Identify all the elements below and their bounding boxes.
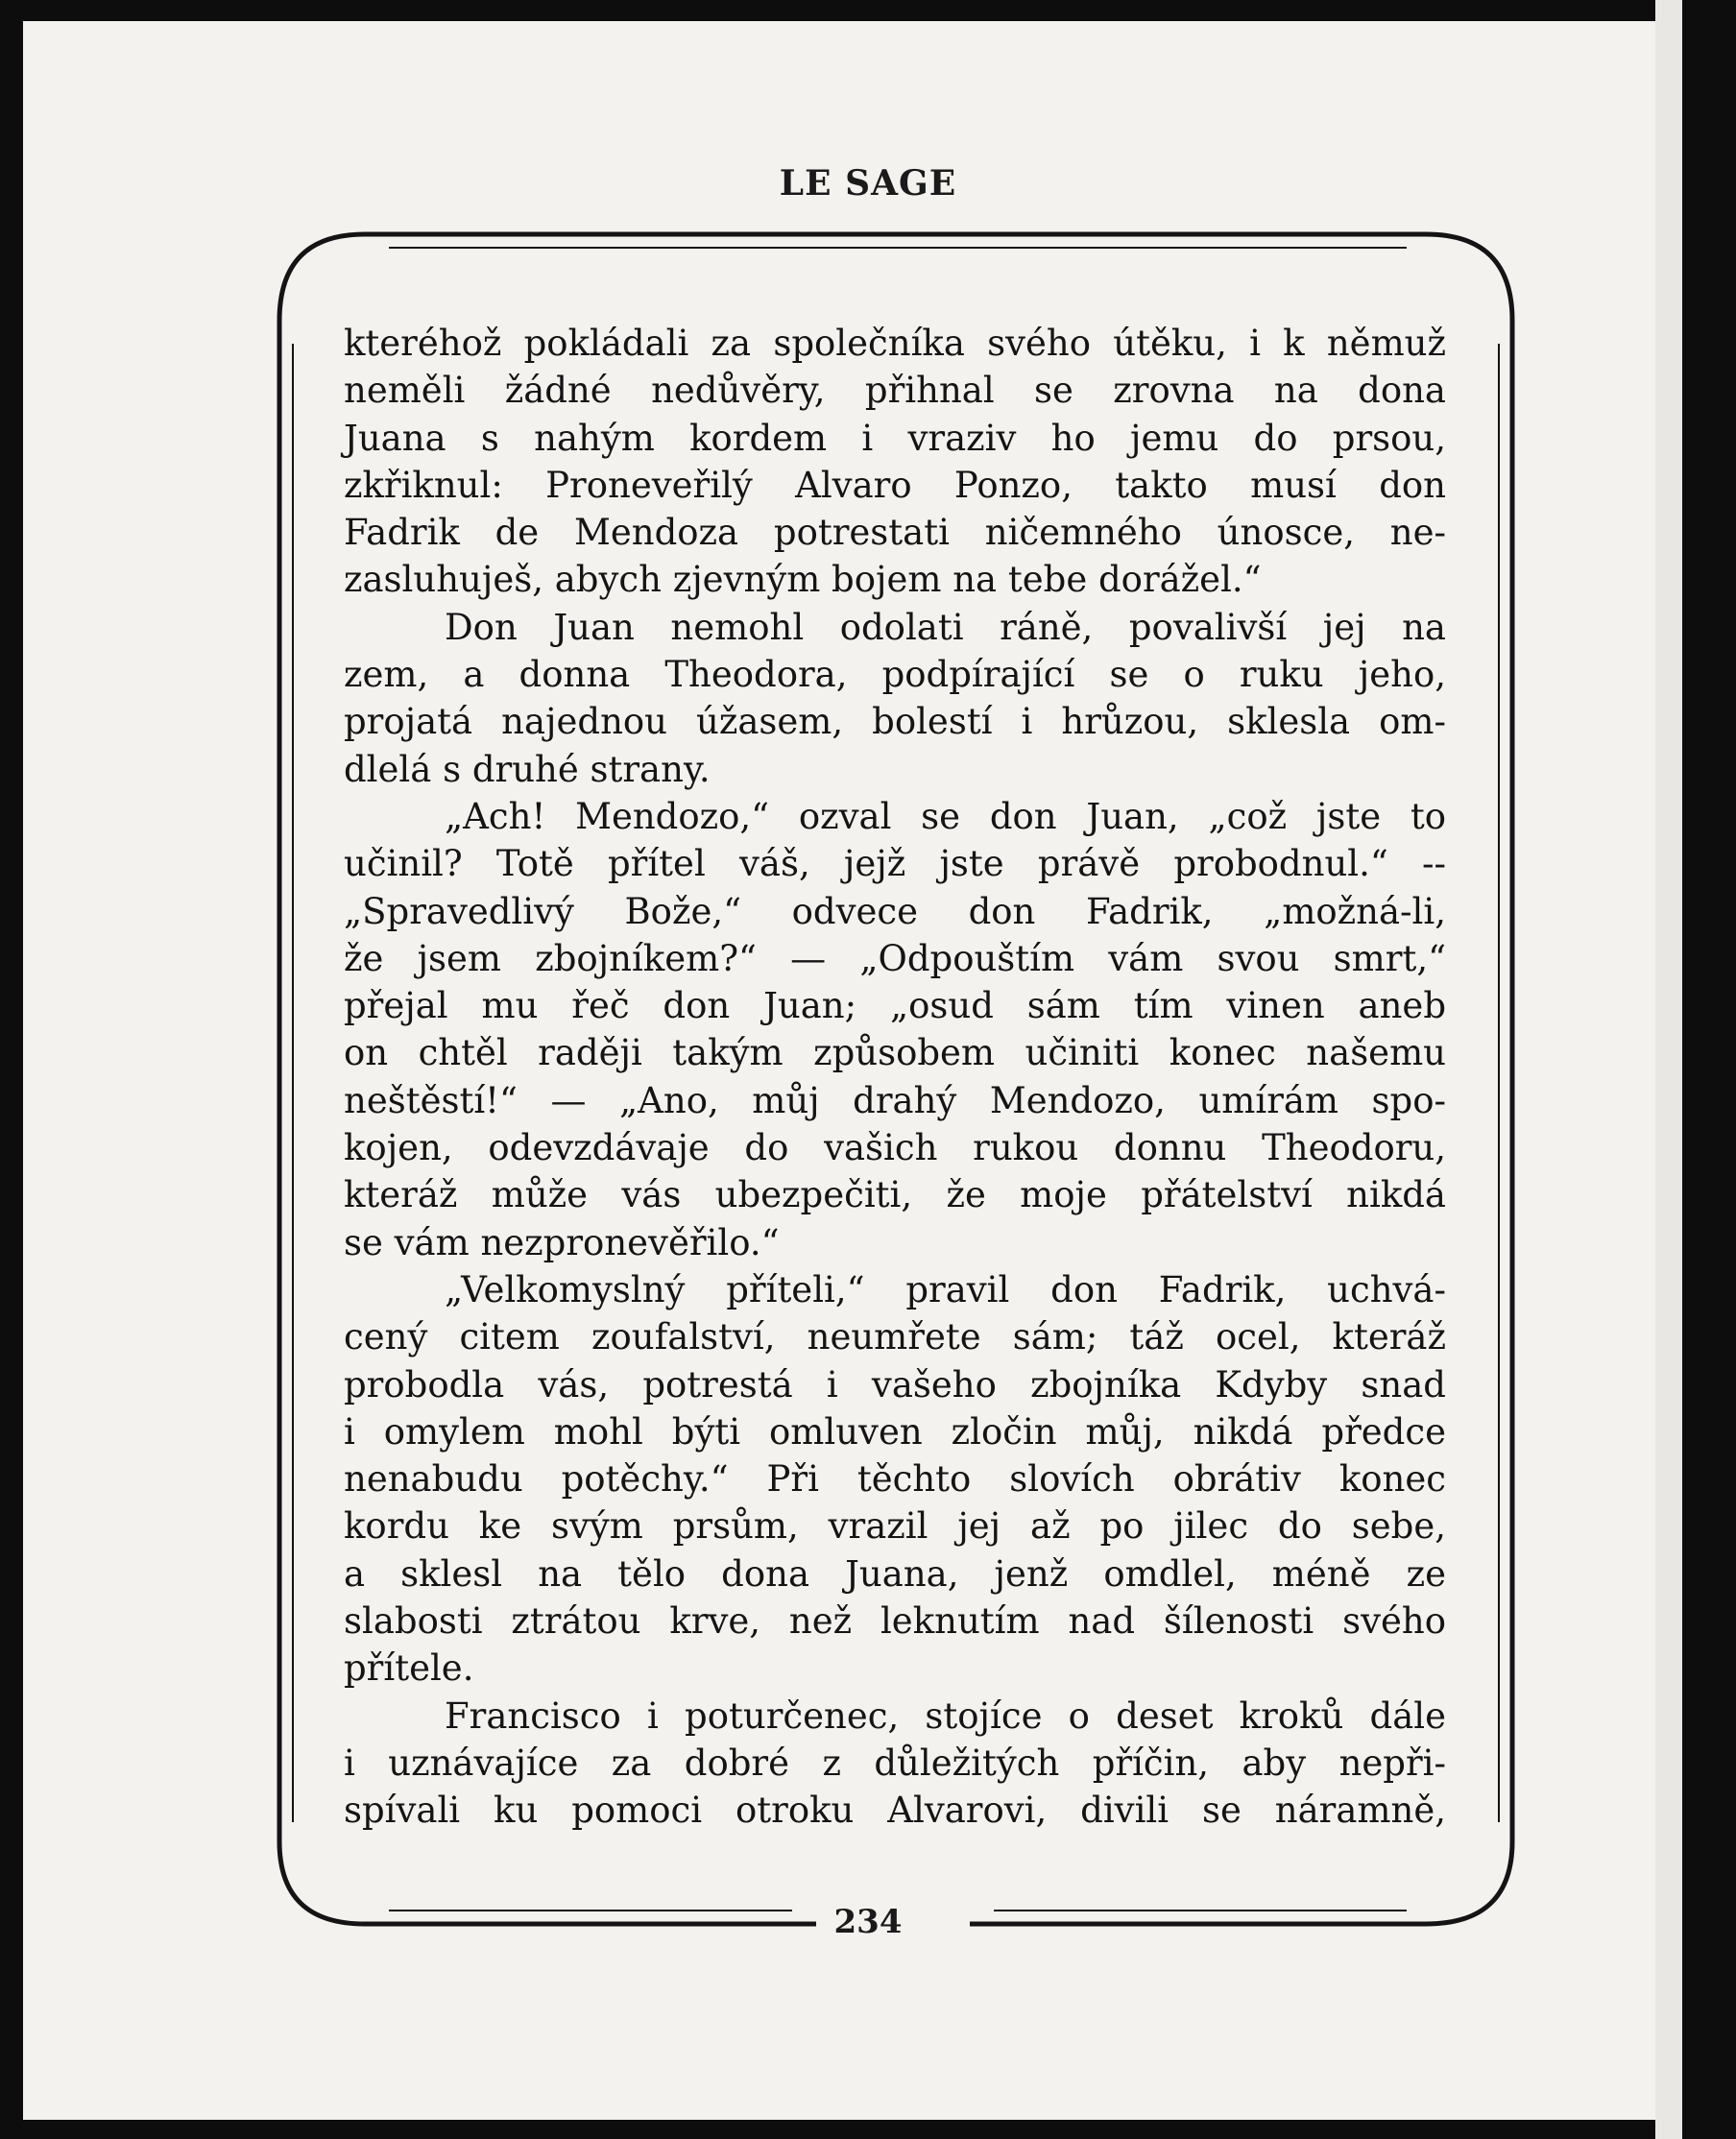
text-line: kordu ke svým prsům, vrazil jej až po jilec do sebe, [344, 1505, 1446, 1548]
text-line: zkřiknul: Proneveřilý Alvaro Ponzo, takto musí don [344, 464, 1446, 506]
text-line: „Spravedlivý Bože,“ odvece don Fadrik, „možná-li, [344, 890, 1446, 932]
text-line: neměli žádné nedůvěry, přihnal se zrovna na dona [344, 370, 1446, 412]
text-line: a sklesl na tělo dona Juana, jenž omdlel, méně ze [344, 1552, 1446, 1595]
page-number [0, 1903, 1736, 1941]
text-line: se vám nezpronevěřilo.“ [344, 1221, 780, 1263]
text-line: dlelá s druhé strany. [344, 748, 711, 790]
text-line: i uznávajíce za dobré z důležitých příčin, aby nepři- [344, 1742, 1446, 1784]
running-title: LE SAGE [779, 163, 957, 204]
text-line: přítele. [344, 1647, 474, 1690]
text-line: kteráž může vás ubezpečiti, že moje přátelství nikdá [344, 1174, 1446, 1216]
text-line: nenabudu potěchy.“ Při těchto slovích obrátiv konec [344, 1458, 1446, 1501]
text-line: „Ach! Mendozo,“ ozval se don Juan, „což jste to [445, 795, 1446, 837]
text-line: probodla vás, potrestá i vašeho zbojníka Kdyby snad [344, 1363, 1446, 1406]
text-line: cený citem zoufalství, neumřete sám; táž ocel, kteráž [344, 1316, 1446, 1358]
text-line: kojen, odevzdávaje do vašich rukou donnu Theodoru, [344, 1127, 1446, 1169]
body-text [344, 320, 1446, 1835]
text-line: Don Juan nemohl odolati ráně, povalivší jej na [445, 606, 1446, 648]
text-line: on chtěl raději takým způsobem učiniti konec našemu [344, 1032, 1446, 1074]
text-line: Fadrik de Mendoza potrestati ničemného únosce, ne- [344, 512, 1446, 554]
text-line: neštěstí!“ — „Ano, můj drahý Mendozo, umírám spo- [344, 1079, 1446, 1121]
text-line: kteréhož pokládali za společníka svého útěku, i k němuž [344, 323, 1446, 364]
text-line: přejal mu řeč don Juan; „osud sám tím vinen aneb [344, 985, 1446, 1027]
text-line: učinil? Totě přítel váš, jejž jste právě probodnul.“ -- [344, 843, 1446, 885]
text-line: Francisco i poturčenec, stojíce o deset kroků dále [445, 1694, 1446, 1737]
page-number-label: 234 [817, 1903, 920, 1941]
text-line: zasluhuješ, abych zjevným bojem na tebe dorážel.“ [344, 559, 1262, 601]
text-line: spívali ku pomoci otroku Alvarovi, divili se náramně, [344, 1790, 1446, 1832]
text-line: i omylem mohl býti omluven zločin můj, nikdá předce [344, 1410, 1446, 1453]
text-line: zem, a donna Theodora, podpírající se o ruku jeho, [344, 654, 1446, 696]
text-line: slabosti ztrátou krve, než leknutím nad šílenosti svého [344, 1600, 1446, 1643]
text-line: „Velkomyslný příteli,“ pravil don Fadrik, uchvá- [445, 1268, 1446, 1310]
text-line: projatá najednou úžasem, bolestí i hrůzou, sklesla om- [344, 701, 1446, 743]
facing-page-edge [1655, 0, 1682, 2139]
text-line: že jsem zbojníkem?“ — „Odpouštím vám svou smrt,“ [344, 937, 1446, 979]
text-line: Juana s nahým kordem i vraziv ho jemu do prsou, [344, 417, 1446, 459]
